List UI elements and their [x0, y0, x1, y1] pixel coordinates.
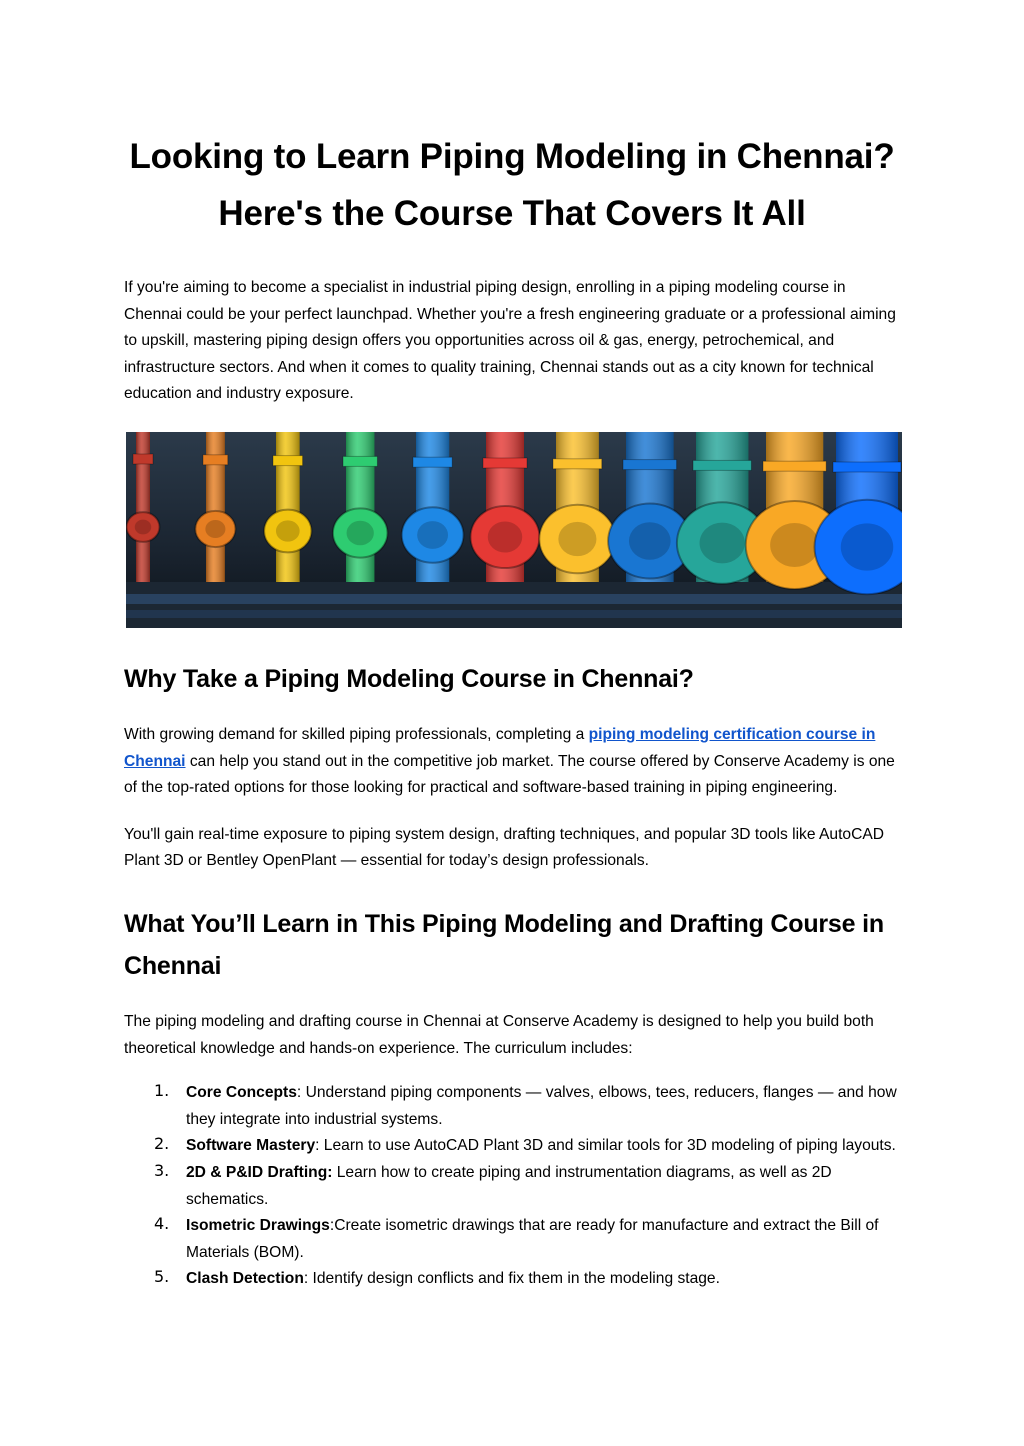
pipe-collar — [343, 456, 377, 466]
pipe-collar — [623, 460, 677, 470]
list-text: : Understand piping components — valves, elbows, tees, reducers, flanges — and how they integrate into industrial systems. — [186, 1084, 897, 1128]
list-number: 1. — [154, 1081, 170, 1101]
why-paragraph-2: You'll gain real-time exposure to piping system design, drafting techniques, and popular 3D tools like AutoCAD Plant 3D or Bentley OpenPlant — essential for today’s design professionals. — [124, 825, 885, 870]
pipe-flange-hub — [347, 521, 374, 546]
course-link[interactable]: piping modeling certification course in Chennai — [124, 725, 876, 770]
pipe-flange-hub — [417, 521, 448, 549]
list-text: :Create isometric drawings that are ready for manufacture and extract the Bill of Materials (BOM). — [186, 1217, 879, 1261]
list-item — [124, 1080, 900, 1133]
pipe-flange-hub — [135, 520, 152, 535]
pipe-collar — [203, 455, 228, 465]
hero-image-colorful-pipes — [126, 432, 902, 628]
intro-paragraph: If you're aiming to become a specialist in industrial piping design, enrolling in a piping modeling course in Chennai could be your perfect launchpad. Whether you're a fresh engineering graduate or a professional aiming to upskill, mastering piping design offers you opportunities across oil & gas, energy, petrochemical, and infrastructure sectors. And when it comes to quality training, Chennai stands out as a city known for technical education and industry exposure. — [124, 279, 896, 403]
pipe-collar — [763, 461, 826, 471]
why-text-before-link: With growing demand for skilled piping professionals, completing a — [124, 725, 589, 743]
pipe-shading — [276, 432, 300, 582]
pipe-flange-hub — [205, 520, 225, 538]
list-term: Software Mastery — [186, 1137, 316, 1155]
pipe-flange-hub — [770, 523, 819, 567]
pipe-flange-hub — [276, 520, 300, 541]
list-number: 5. — [154, 1267, 170, 1287]
list-item — [124, 1266, 900, 1293]
curriculum-list — [124, 1080, 900, 1293]
section-heading-learn: What You’ll Learn in This Piping Modeling and Drafting Course in Chennai — [124, 909, 884, 980]
learn-intro-paragraph: The piping modeling and drafting course in Chennai at Conserve Academy is designed to help you build both theoretical knowledge and hands-on experience. The curriculum includes: — [124, 1012, 874, 1057]
pipe-flange-hub — [841, 523, 894, 570]
list-item — [124, 1133, 900, 1160]
pipe-collar — [553, 459, 602, 469]
pipe-collar — [413, 457, 452, 467]
section-heading-why: Why Take a Piping Modeling Course in Chennai? — [124, 664, 694, 693]
list-item — [124, 1160, 900, 1213]
why-paragraph-1 — [124, 722, 900, 802]
list-text: Learn how to create piping and instrumentation diagrams, as well as 2D schematics. — [186, 1163, 832, 1208]
list-item — [124, 1213, 900, 1266]
list-number: 4. — [154, 1214, 170, 1234]
list-number: 2. — [154, 1134, 170, 1154]
pipe-flange-hub — [558, 522, 596, 556]
list-term: Isometric Drawings — [186, 1217, 330, 1235]
pipe-collar — [133, 454, 153, 464]
list-term: 2D & P&ID Drafting: — [186, 1163, 333, 1181]
pipe-collar — [483, 458, 527, 468]
page-title: Looking to Learn Piping Modeling in Chennai? Here's the Course That Covers It All — [129, 137, 895, 233]
pipe-collar — [273, 456, 303, 466]
list-term: Core Concepts — [186, 1084, 297, 1102]
pipe-flange-hub — [488, 521, 523, 552]
why-text-after-link: can help you stand out in the competitive job market. The course offered by Conserve Academy is one of the top-rated options for those looking for practical and software-based training in piping engineering. — [124, 752, 895, 797]
list-number: 3. — [154, 1160, 170, 1180]
pipe-collar — [833, 462, 901, 472]
list-text: : Identify design conflicts and fix them in the modeling stage. — [303, 1270, 720, 1288]
list-text: : Learn to use AutoCAD Plant 3D and similar tools for 3D modeling of piping layouts. — [315, 1137, 896, 1155]
pipe-collar — [693, 460, 751, 470]
pipe-shading — [346, 432, 374, 582]
pipe-flange-hub — [700, 523, 745, 564]
article — [124, 128, 900, 1293]
pipe-flange-hub — [629, 522, 671, 560]
list-term: Clash Detection — [186, 1270, 304, 1288]
